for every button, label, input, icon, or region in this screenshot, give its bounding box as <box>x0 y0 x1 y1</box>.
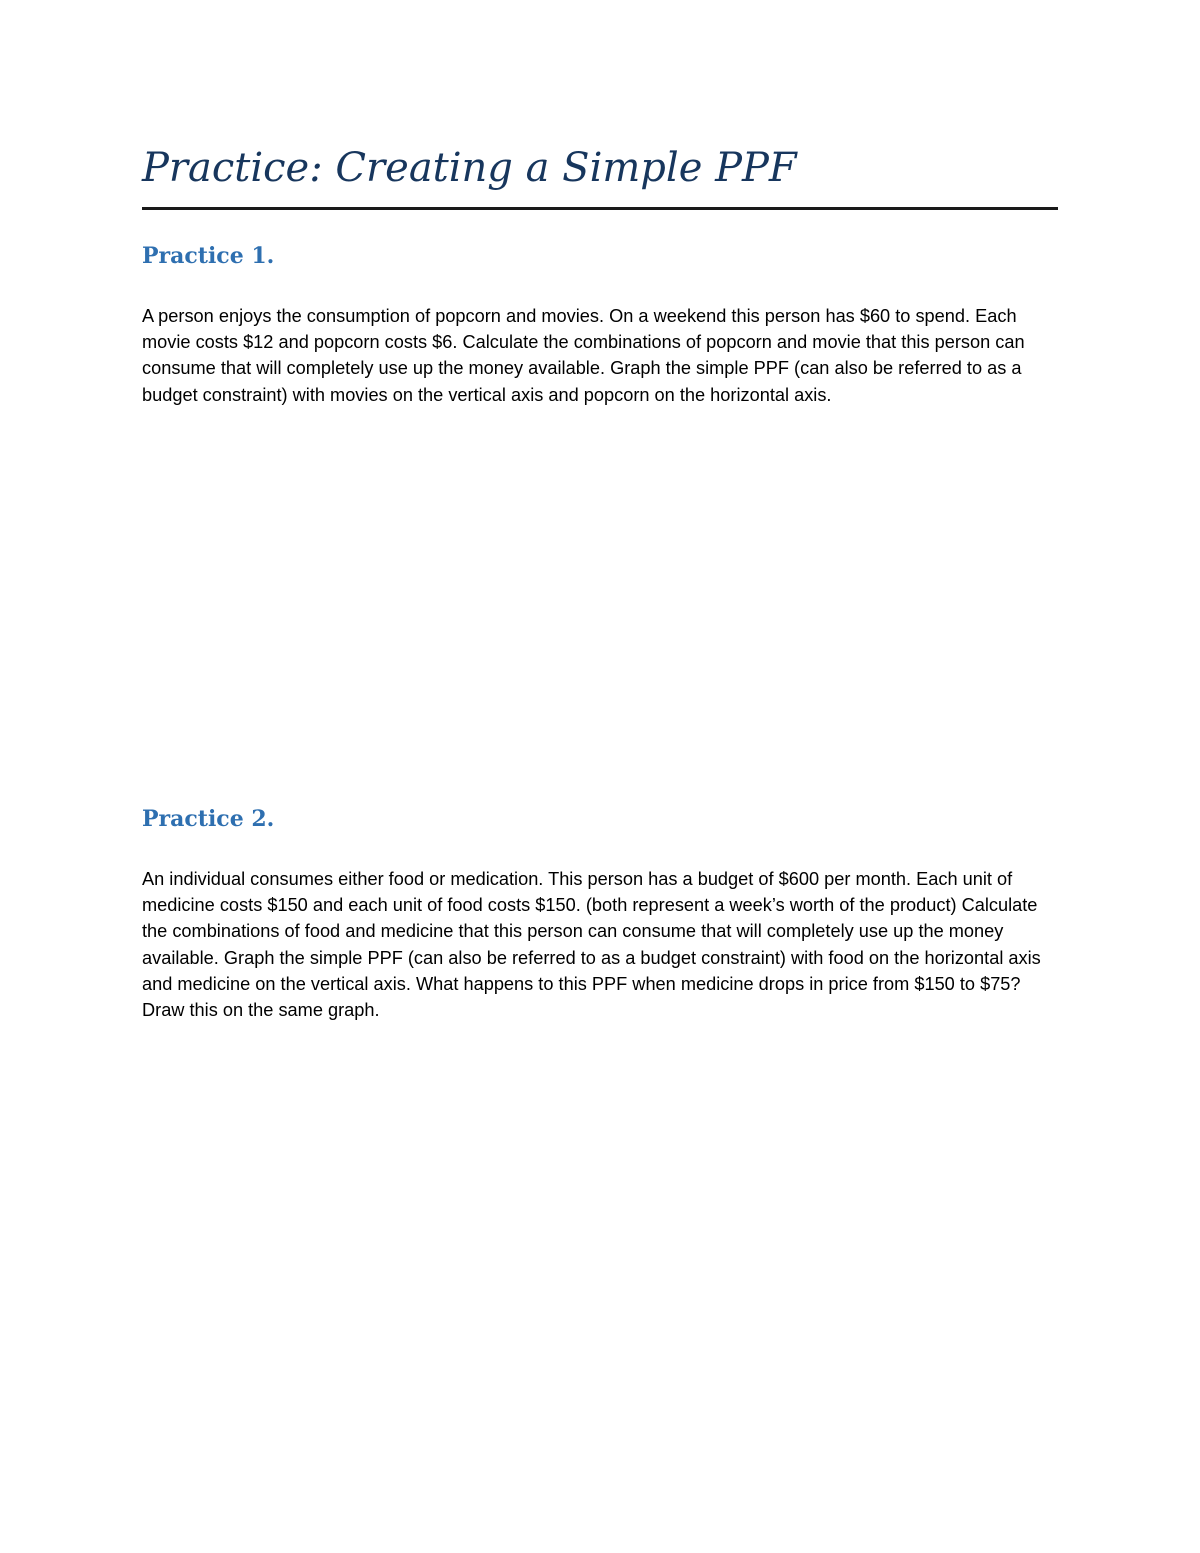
practice-2-body: An individual consumes either food or medication. This person has a budget of $600 per month. Each unit of medicine costs $150 and each unit of food costs $150. (both represent a week’s worth of the product) Calculate the combinations of food and medicine that this person can consume that will completely use up the money available. Graph the simple PPF (can also be referred to as a budget constraint) with food on the horizontal axis and medicine on the vertical axis. What happens to this PPF when medicine drops in price from $150 to $75? Draw this on the same graph. <box>142 869 1041 1021</box>
page-title: Practice: Creating a Simple PPF <box>142 145 797 191</box>
practice-1-body: A person enjoys the consumption of popcorn and movies. On a weekend this person has $60 to spend. Each movie costs $12 and popcorn costs $6. Calculate the combinations of popcorn and movie that this person can consume that will completely use up the money available. Graph the simple PPF (can also be referred to as a budget constraint) with movies on the vertical axis and popcorn on the horizontal axis. <box>142 306 1025 405</box>
practice-2-heading: Practice 2. <box>142 806 275 832</box>
title-divider <box>142 207 1058 210</box>
practice-1-heading: Practice 1. <box>142 243 275 269</box>
